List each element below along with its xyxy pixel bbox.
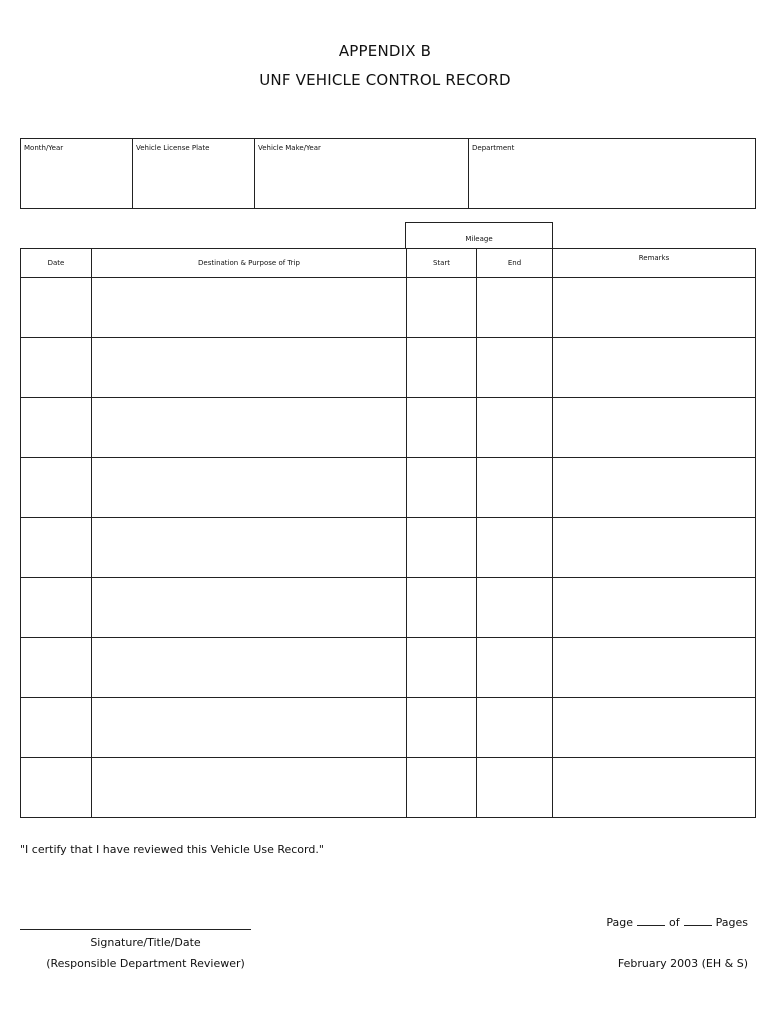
department-label: Department [472,144,515,152]
destination-cell[interactable] [92,638,407,698]
remarks-cell[interactable] [553,698,756,758]
mileage-group-header: Mileage [405,222,553,248]
date-cell[interactable] [21,518,92,578]
end-mileage-cell[interactable] [477,518,553,578]
remarks-cell[interactable] [553,458,756,518]
table-row [21,518,756,578]
start-mileage-cell[interactable] [407,518,477,578]
destination-cell[interactable] [92,578,407,638]
total-pages-blank[interactable] [684,916,712,926]
trip-log-body [21,278,756,818]
month-year-field[interactable] [21,139,133,209]
make-year-label: Vehicle Make/Year [258,144,321,152]
start-header: Start [407,249,477,278]
destination-cell[interactable] [92,518,407,578]
date-header: Date [21,249,92,278]
revision-date: February 2003 (EH & S) [617,957,748,970]
remarks-cell[interactable] [553,518,756,578]
table-row [21,398,756,458]
table-row [21,638,756,698]
page-number-blank[interactable] [637,916,665,926]
remarks-cell[interactable] [553,638,756,698]
remarks-cell[interactable] [553,758,756,818]
table-row [21,458,756,518]
destination-cell[interactable] [92,698,407,758]
destination-cell[interactable] [92,758,407,818]
make-year-field[interactable] [255,139,469,209]
page-count-line [606,916,748,929]
table-row [21,578,756,638]
start-mileage-cell[interactable] [407,338,477,398]
remarks-header: Remarks [553,249,756,278]
month-year-label: Month/Year [24,144,64,152]
reviewer-label: (Responsible Department Reviewer) [46,957,245,970]
end-mileage-cell[interactable] [477,758,553,818]
end-mileage-cell[interactable] [477,698,553,758]
date-cell[interactable] [21,638,92,698]
trip-log-table [20,248,756,818]
appendix-title: APPENDIX B [338,42,432,60]
start-mileage-cell[interactable] [407,638,477,698]
destination-header: Destination & Purpose of Trip [92,249,407,278]
signature-line[interactable] [20,929,251,930]
destination-cell[interactable] [92,458,407,518]
destination-cell[interactable] [92,398,407,458]
start-mileage-cell[interactable] [407,458,477,518]
vehicle-info-table [20,138,756,209]
date-cell[interactable] [21,398,92,458]
certification-statement: "I certify that I have reviewed this Vehicle Use Record." [20,843,324,856]
end-mileage-cell[interactable] [477,638,553,698]
signature-label: Signature/Title/Date [90,936,201,949]
date-cell[interactable] [21,338,92,398]
start-mileage-cell[interactable] [407,278,477,338]
date-cell[interactable] [21,578,92,638]
department-field[interactable] [469,139,756,209]
end-mileage-cell[interactable] [477,578,553,638]
date-cell[interactable] [21,458,92,518]
start-mileage-cell[interactable] [407,698,477,758]
table-row [21,278,756,338]
of-word: of [669,916,680,929]
license-plate-label: Vehicle License Plate [136,144,210,152]
destination-cell[interactable] [92,338,407,398]
remarks-cell[interactable] [553,278,756,338]
end-header: End [477,249,553,278]
start-mileage-cell[interactable] [407,398,477,458]
pages-word: Pages [715,916,748,929]
table-row [21,758,756,818]
remarks-cell[interactable] [553,398,756,458]
remarks-cell[interactable] [553,578,756,638]
date-cell[interactable] [21,758,92,818]
end-mileage-cell[interactable] [477,338,553,398]
date-cell[interactable] [21,278,92,338]
license-plate-field[interactable] [133,139,255,209]
page-word: Page [606,916,634,929]
start-mileage-cell[interactable] [407,578,477,638]
end-mileage-cell[interactable] [477,458,553,518]
remarks-cell[interactable] [553,338,756,398]
table-row [21,698,756,758]
end-mileage-cell[interactable] [477,398,553,458]
form-title: UNF VEHICLE CONTROL RECORD [259,71,511,89]
start-mileage-cell[interactable] [407,758,477,818]
date-cell[interactable] [21,698,92,758]
table-row [21,338,756,398]
end-mileage-cell[interactable] [477,278,553,338]
destination-cell[interactable] [92,278,407,338]
